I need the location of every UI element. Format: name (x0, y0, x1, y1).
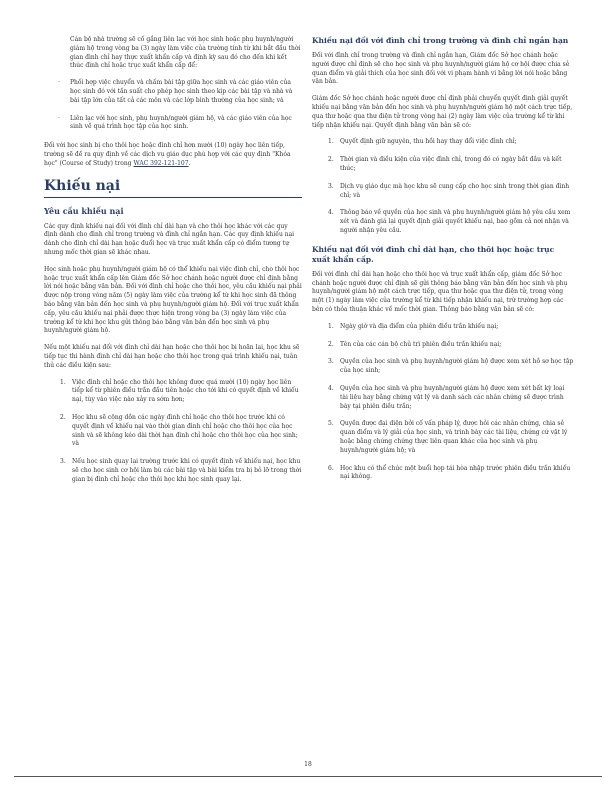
list-item (44, 458, 302, 484)
list-item (312, 183, 574, 201)
bullet-mark: · (58, 79, 60, 87)
more-than-ten-days-paragraph (44, 142, 302, 168)
bullet-mark: · (58, 114, 60, 122)
list-item (312, 209, 574, 235)
list-item (44, 414, 302, 449)
list-number: 3. (328, 182, 334, 190)
heading-short-term-appeal: Khiếu nại đối với đình chỉ trong trường và đình chỉ ngắn hạn (312, 36, 569, 45)
paragraph-end: . (188, 159, 191, 167)
list-number: 1. (60, 378, 66, 386)
list-item-text: Nếu học sinh quay lại trường trước khi có quyết định về khiếu nại, học khu sẽ cho học sinh cơ hội làm bù các bài tập và bài kiểm tra bị bỏ lỡ trong thời gian bị đình chỉ hoặc cho thôi học khi học sinh quay lại. (72, 458, 302, 483)
list-number: 4. (328, 384, 334, 392)
notice-contents-list (312, 323, 574, 482)
heading-long-term-appeal: Khiếu nại đối với đình chỉ dài hạn, cho thôi học hoặc trục xuất khẩn cấp. (312, 244, 555, 264)
list-item (44, 79, 302, 105)
list-number: 2. (60, 413, 66, 421)
list-item (312, 341, 574, 350)
list-item-text: Liên lạc với học sinh, phụ huynh/người giám hộ, và các giáo viên của học sinh về quá trình học tập của học sinh. (70, 114, 292, 131)
list-item (44, 379, 302, 405)
paragraph: Các quy định khiếu nại đối với đình chỉ dài hạn và cho thôi học khác với các quy định dành cho đình chỉ trong trường và đình chỉ ngắn hạn. Các quy định khiếu nại dành cho đình chỉ dài hạn hoặc đuổi học và trục xuất khẩn cấp có điểm tương tự nhưng mốc thời gian sẽ khác nhau. (44, 222, 295, 256)
list-number: 6. (328, 464, 334, 472)
list-item-text: Học khu có thể chúc một buổi họp tái hòa nhập trước phiên điều trần khiếu nại không. (340, 464, 571, 481)
list-item-text: Quyền của học sinh và phụ huynh/người giám hộ được xem xét bất kỳ loại tài liệu hay bằng chứng vật lý và danh sách các nhân chứng sẽ được trình bày tại phiên điều trần; (340, 384, 565, 410)
list-number: 2. (328, 156, 334, 164)
list-item-text: Học khu sẽ cộng dồn các ngày đình chỉ hoặc cho thôi học trước khi có quyết định về khiếu nại vào thời gian đình chỉ hoặc cho thôi học của học sinh và sẽ không kéo dài thời hạn đình chỉ hoặc cho thôi học của học sinh; và (72, 413, 298, 448)
list-item (312, 420, 574, 455)
list-number: 3. (328, 358, 334, 366)
list-item-text: Quyết định giữ nguyên, thu hồi hay thay đổi việc đình chỉ; (340, 138, 517, 146)
list-number: 2. (328, 340, 334, 348)
section-heading-complaints: Khiếu nại (44, 177, 302, 198)
list-number: 4. (328, 209, 334, 217)
footer-divider (14, 776, 602, 777)
list-number: 1. (328, 138, 334, 146)
list-number: 5. (328, 420, 334, 428)
list-number: 3. (60, 458, 66, 466)
left-column (44, 36, 302, 493)
list-item (312, 323, 574, 332)
list-item (312, 156, 574, 174)
list-item (312, 465, 574, 483)
list-item-text: Dịch vụ giáo dục mà học khu sẽ cung cấp cho học sinh trong thời gian đình chỉ; và (340, 182, 570, 199)
list-item (312, 385, 574, 411)
list-item (312, 358, 574, 376)
paragraph: Nếu một khiếu nại đối với đình chỉ dài hạn hoặc cho thôi học bị hoãn lại, học khu sẽ tiếp tục thi hành đình chỉ dài hạn hoặc cho thôi học trong quá trình khiếu nại, tuân thủ các điều kiện sau: (44, 344, 300, 369)
list-item-text: Thời gian và điều kiện của việc đình chỉ, trong đó có ngày bắt đầu và kết thúc; (340, 156, 562, 172)
list-item-text: Quyền được đại diện bởi cố vấn pháp lý, được hỏi các nhân chứng, chia sẻ quan điểm và lý giải của học sinh, và trình bày các tài liệu, chứng cứ vật lý hoặc bằng chứng chứng thực liên quan khác của học sinh và phụ huynh/người giám hộ; và (340, 420, 568, 454)
paragraph-text: Đối với học sinh bị cho thôi học hoặc đình chỉ hơn mười (10) ngày học liên tiếp, trường sẽ đề ra quy định về các dịch vụ giáo dục phù hợp với các quy định "Khóa học" (Course of Study) trong (44, 142, 291, 167)
paragraph: Đối với đình chỉ dài hạn hoặc cho thôi học và trục xuất khẩn cấp, giám đốc Sở học chánh hoặc người được chỉ định sẽ gửi thông báo bằng văn bản đến học sinh và phụ huynh/người giám hộ một cách trực tiếp, qua thư hoặc qua thư điện tử, trong vòng một (1) ngày làm việc của trường kể từ khi tiếp nhận khiếu nại, trừ trường hợp các bên có thỏa thuận khác về mốc thời gian. Thông báo bằng văn bản sẽ có: (312, 270, 568, 313)
subheading-request: Yêu cầu khiếu nại (44, 205, 124, 216)
list-number: 1. (328, 322, 334, 330)
right-column (312, 36, 574, 491)
list-item-text: Việc đình chỉ hoặc cho thôi học không được quá mười (10) ngày học liên tiếp kể từ phiên điều trần đầu tiên hoặc cho tới khi có quyết định về khiếu nại, tùy vào việc nào xảy ra sớm hơn; (72, 378, 299, 404)
list-item-text: Tên của các cán bộ chủ trì phiên điều trần khiếu nại; (340, 340, 502, 348)
page-number: 18 (304, 761, 312, 768)
list-item-text: Phối hợp việc chuyển và chấm bài tập giữa học sinh và các giáo viên của học sinh đó với tần suất cho phép học sinh theo kịp các bài tập và nhà và bài tập lớn của tất cả các môn và các lớp bình thường của học sinh; và (70, 79, 293, 104)
list-item (312, 138, 574, 147)
contact-purpose-list (44, 79, 302, 132)
paragraph: Đối với đình chỉ trong trường và đình chỉ ngắn hạn, Giám đốc Sở học chánh hoặc người được chỉ định sẽ cho học sinh và phụ huynh/người giám hộ cơ hội được chia sẻ quan điểm và giải thích của học sinh đối với vi phạm hành vi bằng lời nói hoặc bằng văn bản. (312, 52, 570, 86)
appeal-conditions-list (44, 379, 302, 485)
decision-contents-list (312, 138, 574, 235)
list-item-text: Ngày giờ và địa điểm của phiên điều trần khiếu nại; (340, 322, 499, 330)
list-item-text: Thông báo về quyền của học sinh và phụ huynh/người giám hộ yêu cầu xem xét và đánh giá lại quyết định giải quyết khiếu nại, bao gồm cả nơi nhận và người nhận yêu cầu. (340, 209, 571, 234)
intro-paragraph: Cán bộ nhà trường sẽ cố gắng liên lạc với học sinh hoặc phụ huynh/người giám hộ trong vòng ba (3) ngày làm việc của trường tính từ khi bắt đầu thời gian đình chỉ hay thực xuất khẩn cấp và định kỳ sau đó cho đến khi kết thúc đình chỉ hoặc trục xuất khẩn cấp để: (70, 36, 301, 70)
paragraph: Giám đốc Sở học chánh hoặc người được chỉ định phải chuyển quyết định giải quyết khiếu nại bằng văn bản đến học sinh và phụ huynh/người giám hộ một cách trực tiếp, qua thư hoặc qua thư điện tử trong vòng hai (2) ngày làm việc của trường kể từ khi tiếp nhận khiếu nại. Quyết định bằng văn bản sẽ có: (312, 95, 573, 129)
wac-link[interactable]: WAC 392-121-107 (133, 159, 189, 167)
paragraph: Học sinh hoặc phụ huynh/người giám hộ có thể khiếu nại việc đình chỉ, cho thôi học hoặc trục xuất khẩn cấp lên Giám đốc Sở học chánh hoặc người được chỉ định bằng lời nói hoặc bằng văn bản. Đối với đình chỉ hoặc cho thôi học, yêu cầu khiếu nại phải được nộp trong vòng năm (5) ngày làm việc của trường kể từ khi học sinh đã thông báo bằng văn bản đến học sinh và phụ huynh/người giám hộ. Đối với trục xuất khẩn cấp, yêu cầu khiếu nại phải được thực hiện trong vòng ba (3) ngày làm việc của trường kể từ khi học khu gửi thông báo bằng văn bản đến học sinh và phụ huynh/người giám hộ. (44, 265, 302, 335)
list-item (44, 115, 302, 133)
list-item-text: Quyền của học sinh và phụ huynh/người giám hộ được xem xét hồ sơ học tập của học sinh; (340, 358, 574, 375)
